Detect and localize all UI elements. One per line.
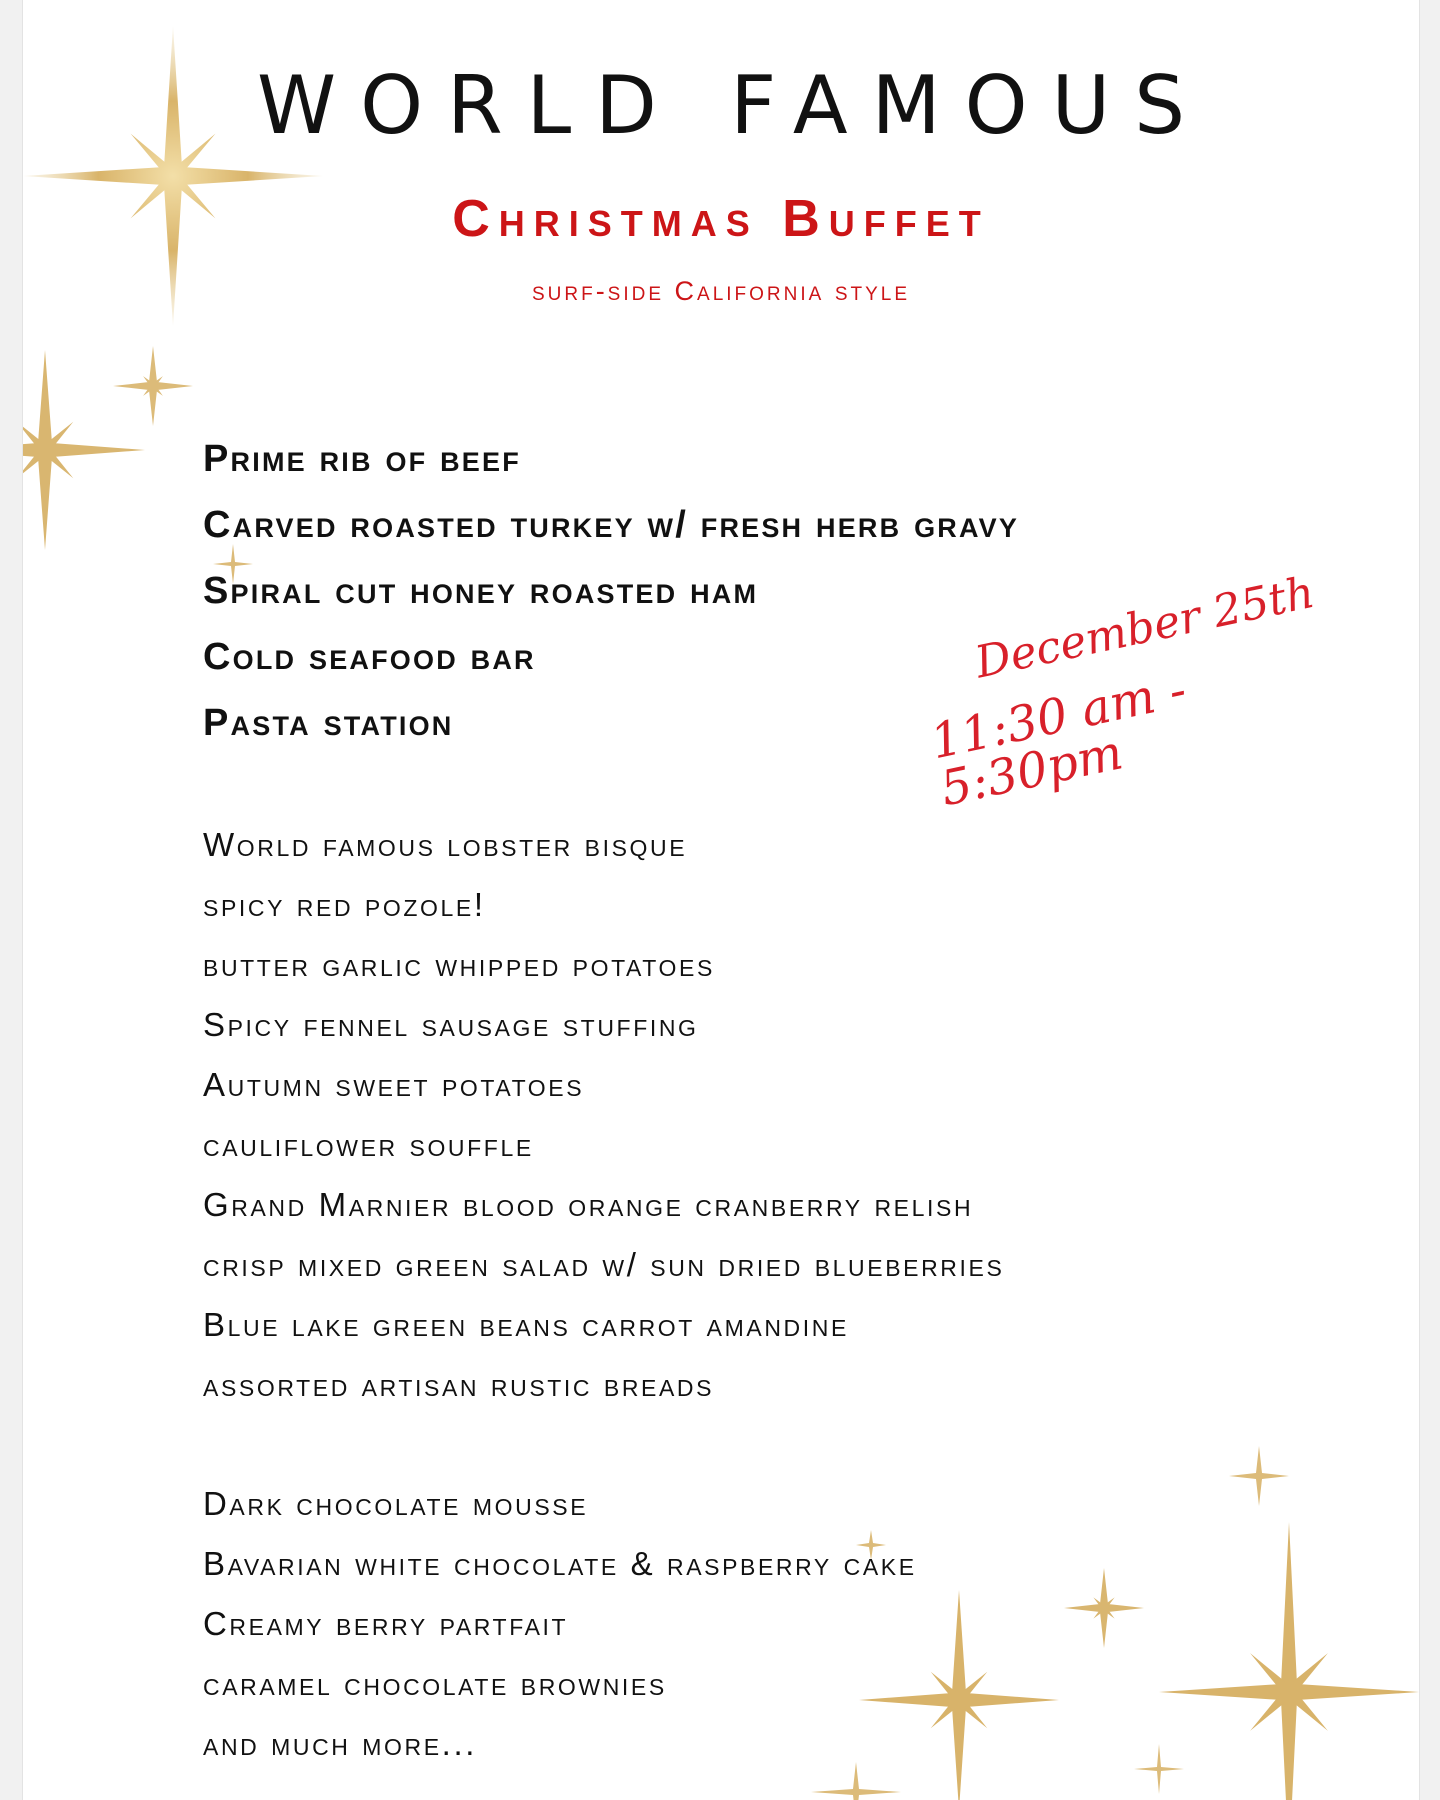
menu-item: Bavarian white chocolate & raspberry cake: [203, 1545, 917, 1582]
sparkle-star-icon: [1229, 1446, 1289, 1506]
menu-item: Pasta station: [203, 702, 454, 744]
sparkle-star-icon: [1064, 1568, 1144, 1648]
menu-item: Prime rib of beef: [203, 438, 521, 480]
desserts-list: [203, 1487, 917, 1787]
menu-item: Spiral cut honey roasted ham: [203, 570, 759, 612]
menu-item: Cold seafood bar: [203, 636, 536, 678]
sparkle-star-icon: [1134, 1744, 1184, 1794]
menu-item: assorted artisan rustic breads: [203, 1366, 715, 1403]
menu-item: Blue lake green beans carrot amandine: [203, 1306, 849, 1343]
menu-item: spicy red pozole!: [203, 886, 486, 923]
event-date: December 25th: [970, 566, 1319, 689]
menu-item: crisp mixed green salad w/ sun dried blueberries: [203, 1246, 1005, 1283]
sparkle-star-icon: [22, 350, 145, 550]
menu-item: caramel chocolate brownies: [203, 1665, 667, 1702]
menu-item: butter garlic whipped potatoes: [203, 946, 715, 983]
menu-item: and much more...: [203, 1725, 477, 1762]
menu-item: Spicy fennel sausage stuffing: [203, 1006, 699, 1043]
page-tagline: surf-side California style: [531, 276, 911, 306]
page-title: WORLD FAMOUS: [257, 59, 1209, 152]
menu-item: Grand Marnier blood orange cranberry relish: [203, 1186, 974, 1223]
menu-item: Carved roasted turkey w/ fresh herb gravy: [203, 504, 1020, 546]
event-hours: 11:30 am - 5:30pm: [925, 661, 1192, 818]
mains-list: [203, 440, 1019, 770]
menu-item: Creamy berry partfait: [203, 1605, 569, 1642]
sparkle-star-icon: [1159, 1522, 1419, 1800]
menu-sheet: [22, 0, 1420, 1800]
menu-item: Autumn sweet potatoes: [203, 1066, 585, 1103]
menu-item: Dark chocolate mousse: [203, 1485, 589, 1522]
page-subtitle: Christmas Buffet: [452, 190, 990, 248]
menu-item: World famous lobster bisque: [203, 826, 688, 863]
sides-list: [203, 828, 1004, 1428]
menu-item: cauliflower souffle: [203, 1126, 534, 1163]
